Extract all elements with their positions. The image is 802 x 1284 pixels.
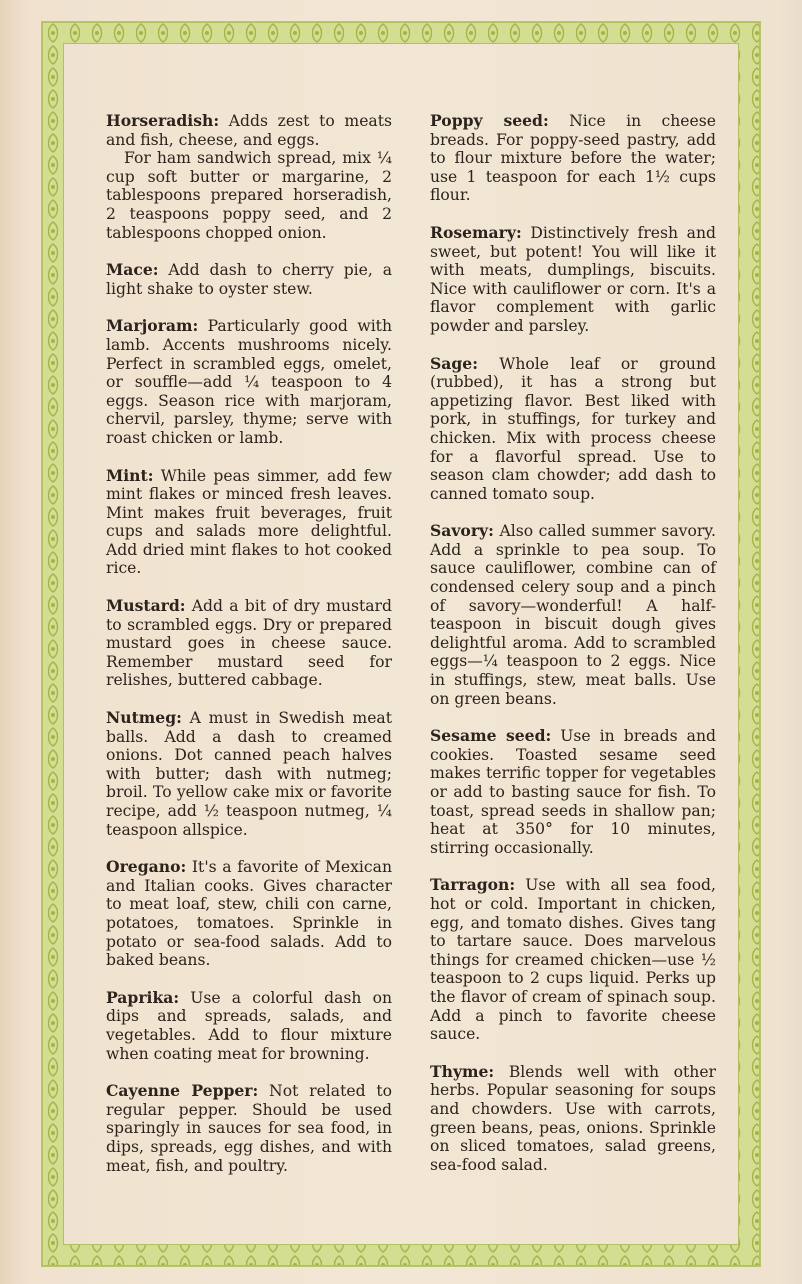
entry-text: Distinctively fresh and sweet, but potent! You will like it with meats, dumplings, biscuits. Nice with cauliflower or corn. It's a flavor complement with garlic powder and parsley.: [430, 223, 716, 335]
entry-paprika: [106, 989, 392, 1063]
entry-extra: For ham sandwich spread, mix ¼ cup soft butter or margarine, 2 tablespoons prepared horseradish, 2 teaspoons poppy seed, and 2 tablespoons chopped onion.: [106, 149, 392, 242]
entry-text: Adds zest to meats and fish, cheese, and eggs.: [106, 112, 392, 149]
entry-mace: [106, 261, 392, 298]
entry-term: Tarragon:: [430, 875, 516, 895]
entry-mustard: [106, 597, 392, 690]
entry-text: Use with all sea food, hot or cold. Important in chicken, egg, and tomato dishes. Gives tang to tartare sauce. Does marvelous things for creamed chicken—use ½ teaspoon to 2 cups liquid. Perks up the flavor of cream of spinach soup. Add a pinch to favorite cheese sauce.: [430, 876, 716, 1044]
entry-text: A must in Swedish meat balls. Add a dash to creamed onions. Dot canned peach halves with butter; dash with nutmeg; broil. To yellow cake mix or favorite recipe, add ½ teaspoon nutmeg, ¼ teaspoon allspice.: [106, 709, 392, 839]
entry-nutmeg: [106, 709, 392, 839]
entry-text: Whole leaf or ground (rubbed), it has a strong but appetizing flavor. Best liked with pork, in stuffings, for turkey and chicken. Mix with process cheese for a flavorful spread. Use to season clam chowder; add dash to canned tomato soup.: [430, 354, 716, 503]
entry-text: Not related to regular pepper. Should be used sparingly in sauces for sea food, in dips, spreads, egg dishes, and with meat, fish, and poultry.: [106, 1082, 392, 1175]
entry-text: Add a bit of dry mustard to scrambled eggs. Dry or prepared mustard goes in cheese sauce. Remember mustard seed for relishes, buttered cabbage.: [106, 597, 392, 690]
entry-term: Marjoram:: [106, 316, 199, 336]
entry-text: Add dash to cherry pie, a light shake to oyster stew.: [106, 261, 392, 298]
entry-term: Mint:: [106, 465, 154, 485]
entry-term: Thyme:: [430, 1061, 495, 1081]
entry-rosemary: [430, 224, 716, 336]
entry-mint: [106, 467, 392, 579]
entry-sage: [430, 355, 716, 504]
entry-text: It's a favorite of Mexican and Italian cooks. Gives character to meat loaf, stew, chili con carne, potatoes, tomatoes. Sprinkle in potato or sea-food salads. Add to baked beans.: [106, 858, 392, 970]
entry-tarragon: [430, 876, 716, 1043]
entry-text: Also called summer savory. Add a sprinkle to pea soup. To sauce cauliflower, combine can of condensed celery soup and a pinch of savory—wonderful! A half-teaspoon in biscuit dough gives delightful aroma. Add to scrambled eggs—¼ teaspoon to 2 eggs. Nice in stuffings, stew, meat balls. Use on green beans.: [430, 522, 716, 708]
entry-term: Paprika:: [106, 987, 180, 1007]
entry-marjoram: [106, 317, 392, 447]
entry-term: Poppy seed:: [430, 111, 549, 130]
entry-cayenne-pepper: [106, 1082, 392, 1175]
entry-term: Nutmeg:: [106, 708, 182, 728]
entry-text: Use in breads and cookies. Toasted sesame seed makes terrific topper for vegetables or add to basting sauce for fish. To toast, spread seeds in shallow pan; heat at 350° for 10 minutes, stirring occasionally.: [430, 727, 717, 857]
entry-text: Blends well with other herbs. Popular seasoning for soups and chowders. Use with carrots, green beans, peas, onions. Sprinkle on sliced tomatoes, salad greens, sea-food salad.: [430, 1062, 716, 1174]
entry-oregano: [106, 858, 392, 970]
entry-term: Horseradish:: [106, 111, 220, 130]
entry-term: Rosemary:: [430, 222, 522, 242]
right-column: [430, 112, 716, 1193]
entry-horseradish: [106, 112, 392, 242]
entry-text: Use a colorful dash on dips and spreads, salads, and vegetables. Add to flour mixture when coating meat for browning.: [106, 988, 392, 1063]
entry-text: While peas simmer, add few mint flakes or minced fresh leaves. Mint makes fruit beverages, fruit cups and salads more delightful. Add dried mint flakes to hot cooked rice.: [106, 466, 392, 578]
entry-term: Sage:: [430, 353, 478, 373]
entry-sesame-seed: [430, 727, 716, 857]
entry-text: Nice in cheese breads. For poppy-seed pastry, add to flour mixture before the water; use 1 teaspoon for each 1½ cups flour.: [430, 112, 716, 205]
entry-term: Mace:: [106, 260, 159, 280]
entry-term: Oregano:: [106, 857, 187, 877]
left-column: [106, 112, 392, 1194]
entry-thyme: [430, 1063, 716, 1175]
entry-term: Sesame seed:: [430, 726, 552, 746]
entry-term: Mustard:: [106, 596, 186, 616]
entry-savory: [430, 522, 716, 708]
entry-term: Cayenne Pepper:: [106, 1081, 259, 1101]
entry-term: Savory:: [430, 521, 494, 541]
entry-poppy-seed: [430, 112, 716, 205]
entry-text: Particularly good with lamb. Accents mushrooms nicely. Perfect in scrambled eggs, omelet, or souffle—add ¼ teaspoon to 4 eggs. Season rice with marjoram, chervil, parsley, thyme; serve with roast chicken or lamb.: [106, 317, 392, 447]
